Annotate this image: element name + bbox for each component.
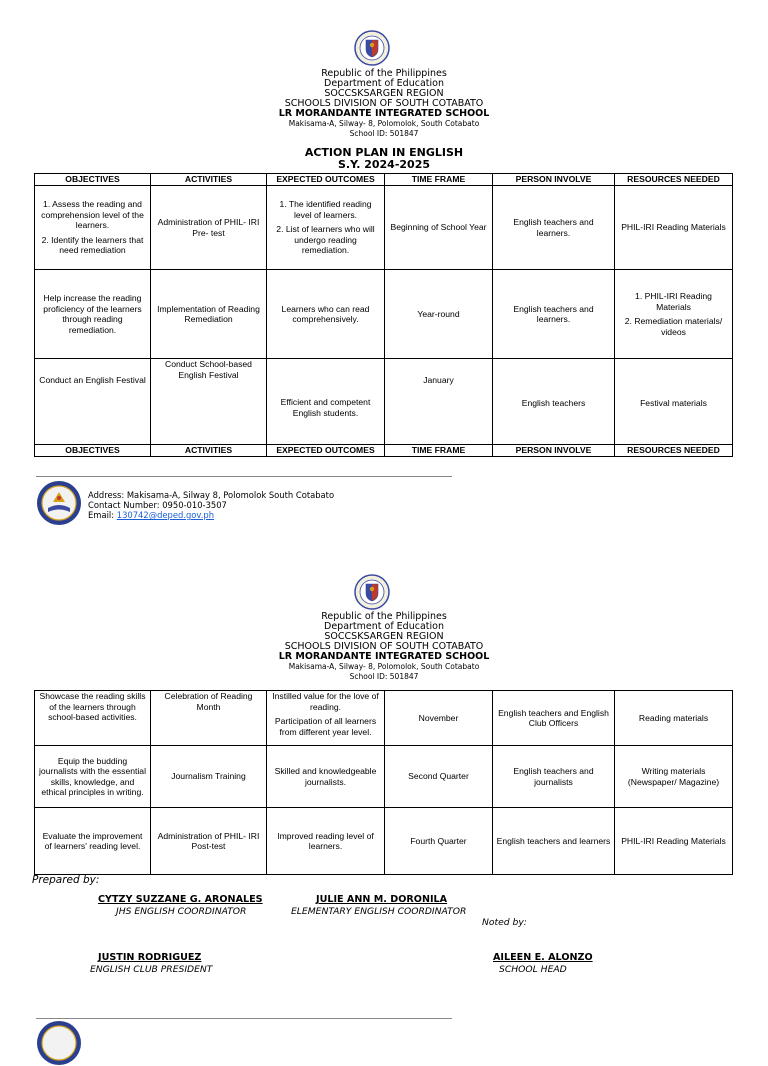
- cell-text: Showcase the reading skills of the learners through school-based activities.: [39, 691, 146, 722]
- table-row: [35, 359, 733, 445]
- letterhead-line: Department of Education: [324, 621, 444, 632]
- time-frame-cell: [385, 808, 493, 875]
- resources-needed-cell: [615, 359, 733, 445]
- objectives-cell: [35, 746, 151, 808]
- header-resources-needed: RESOURCES NEEDED: [615, 174, 733, 186]
- expected-outcomes-cell: [267, 359, 385, 445]
- header-time-frame: TIME FRAME: [385, 174, 493, 186]
- header-objectives: OBJECTIVES: [35, 445, 151, 457]
- header-resources-needed: RESOURCES NEEDED: [615, 445, 733, 457]
- page2-footer-divider: [36, 1018, 452, 1019]
- footer-email-line: [88, 510, 334, 520]
- school-id: School ID: 501847: [349, 129, 419, 138]
- table-row: [35, 270, 733, 359]
- cell-text: English teachers and learners.: [513, 217, 594, 238]
- table-row: [35, 808, 733, 875]
- footer-contact-info: [88, 490, 334, 520]
- header-activities: ACTIVITIES: [151, 174, 267, 186]
- time-frame-cell: [385, 186, 493, 270]
- school-address: Makisama-A, Silway- 8, Polomolok, South Cotabato: [288, 119, 480, 128]
- cell-text: Writing materials (Newspaper/ Magazine): [627, 766, 720, 787]
- letterhead-line: SOCCSKSARGEN REGION: [324, 88, 444, 99]
- person-involve-cell: [493, 270, 615, 359]
- time-frame-cell: [385, 270, 493, 359]
- school-head-name: AILEEN E. ALONZO: [493, 952, 593, 963]
- table-row: [35, 746, 733, 808]
- cell-text: English teachers and learners.: [513, 303, 594, 324]
- action-plan-table-page2: [34, 690, 733, 875]
- activities-cell: [151, 808, 267, 875]
- expected-outcomes-cell: [267, 808, 385, 875]
- person-involve-cell: [493, 808, 615, 875]
- cell-text: English teachers: [521, 397, 586, 408]
- objectives-cell: [35, 359, 151, 445]
- prepared-by-label: Prepared by:: [32, 874, 100, 886]
- cell-text: January: [423, 375, 454, 385]
- cell-text: PHIL-IRI Reading Materials: [621, 835, 726, 846]
- cell-text: Implementation of Reading Remediation: [157, 303, 260, 324]
- header-person-involve: PERSON INVOLVE: [493, 445, 615, 457]
- letterhead-line: SCHOOLS DIVISION OF SOUTH COTABATO: [284, 98, 484, 109]
- header-objectives: OBJECTIVES: [35, 174, 151, 186]
- expected-outcomes-cell: [267, 691, 385, 746]
- table-row: [35, 186, 733, 270]
- header-activities: ACTIVITIES: [151, 445, 267, 457]
- letterhead-page2: [0, 612, 768, 682]
- cell-text: Help increase the reading proficiency of the learners through reading remediation.: [43, 293, 142, 335]
- cell-text: Equip the budding journalists with the essential skills, knowledge, and ethical principles in writing.: [39, 755, 146, 797]
- activities-cell: [151, 691, 267, 746]
- header-expected-outcomes: EXPECTED OUTCOMES: [267, 174, 385, 186]
- title-line2: S.Y. 2024-2025: [337, 158, 431, 171]
- deped-seal-icon: [354, 574, 390, 610]
- document-title: [0, 147, 768, 171]
- activities-cell: [151, 359, 267, 445]
- club-president-name: JUSTIN RODRIGUEZ: [98, 952, 202, 963]
- cell-text: Conduct School-based English Festival: [165, 359, 252, 380]
- cell-text: Efficient and competent English students.: [280, 397, 371, 418]
- time-frame-cell: [385, 359, 493, 445]
- resources-needed-cell: [615, 270, 733, 359]
- cell-text: Journalism Training: [171, 771, 246, 782]
- letterhead-line: Republic of the Philippines: [321, 68, 447, 79]
- cell-text: Improved reading level of learners.: [277, 830, 374, 851]
- header-time-frame: TIME FRAME: [385, 445, 493, 457]
- title-line1: ACTION PLAN IN ENGLISH: [304, 146, 464, 159]
- cell-text: Fourth Quarter: [410, 835, 467, 846]
- cell-text: Administration of PHIL- IRI Pre- test: [157, 217, 260, 238]
- objectives-cell: [35, 691, 151, 746]
- activities-cell: [151, 270, 267, 359]
- cell-text: November: [418, 712, 459, 723]
- cell-text: Skilled and knowledgeable journalists.: [274, 766, 377, 787]
- noted-by-label: Noted by:: [482, 917, 527, 928]
- cell-text: 2. List of learners who will undergo reading remediation.: [276, 224, 375, 256]
- resources-needed-cell: [615, 186, 733, 270]
- cell-text: English teachers and English Club Officers: [498, 707, 609, 728]
- objectives-cell: [35, 186, 151, 270]
- footer-address: Address: Makisama-A, Silway 8, Polomolok South Cotabato: [88, 490, 335, 500]
- footer-email-label: Email:: [88, 510, 117, 520]
- cell-text: English teachers and journalists: [513, 766, 594, 787]
- cell-text: 1. The identified reading level of learners.: [279, 199, 372, 220]
- footer-divider: [36, 476, 452, 477]
- cell-text: Festival materials: [640, 397, 707, 408]
- person-involve-cell: [493, 746, 615, 808]
- school-head-position: SCHOOL HEAD: [499, 964, 567, 975]
- school-logo-icon: [36, 1020, 82, 1066]
- school-logo-icon: [36, 480, 82, 526]
- school-name: LR MORANDANTE INTEGRATED SCHOOL: [278, 108, 490, 119]
- time-frame-cell: [385, 691, 493, 746]
- cell-text: Participation of all learners from different year level.: [274, 716, 377, 737]
- deped-seal-icon: [354, 30, 390, 66]
- jhs-coordinator-name: CYTZY SUZZANE G. ARONALES: [98, 894, 263, 905]
- letterhead-line: SCHOOLS DIVISION OF SOUTH COTABATO: [284, 641, 484, 652]
- cell-text: 2. Remediation materials/ videos: [624, 316, 723, 337]
- table-row: [35, 691, 733, 746]
- activities-cell: [151, 746, 267, 808]
- cell-text: Year-round: [417, 308, 460, 319]
- club-president-position: ENGLISH CLUB PRESIDENT: [90, 964, 213, 975]
- expected-outcomes-cell: [267, 746, 385, 808]
- objectives-cell: [35, 270, 151, 359]
- footer-email-link[interactable]: 130742@deped.gov.ph: [116, 510, 215, 520]
- cell-text: Evaluate the improvement of learners' reading level.: [42, 830, 143, 851]
- resources-needed-cell: [615, 691, 733, 746]
- person-involve-cell: [493, 359, 615, 445]
- cell-text: Instilled value for the love of reading.: [272, 691, 379, 712]
- elementary-coordinator-name: JULIE ANN M. DORONILA: [316, 894, 448, 905]
- cell-text: 1. Assess the reading and comprehension level of the learners.: [41, 199, 144, 231]
- expected-outcomes-cell: [267, 270, 385, 359]
- cell-text: English teachers and learners: [496, 835, 611, 846]
- school-address: Makisama-A, Silway- 8, Polomolok, South Cotabato: [288, 662, 480, 671]
- cell-text: 1. PHIL-IRI Reading Materials: [635, 291, 712, 312]
- header-person-involve: PERSON INVOLVE: [493, 174, 615, 186]
- resources-needed-cell: [615, 746, 733, 808]
- cell-text: Reading materials: [638, 712, 709, 723]
- letterhead-page1: [0, 69, 768, 139]
- cell-text: Conduct an English Festival: [39, 375, 146, 385]
- table-footer-row: [35, 445, 733, 457]
- school-name: LR MORANDANTE INTEGRATED SCHOOL: [278, 651, 490, 662]
- cell-text: Celebration of Reading Month: [164, 691, 253, 712]
- cell-text: Learners who can read comprehensively.: [281, 303, 370, 324]
- footer-contact: Contact Number: 0950-010-3507: [88, 500, 227, 510]
- action-plan-table-page1: [34, 173, 733, 457]
- cell-text: PHIL-IRI Reading Materials: [621, 222, 726, 233]
- objectives-cell: [35, 808, 151, 875]
- cell-text: Administration of PHIL- IRI Post-test: [157, 830, 260, 851]
- school-id: School ID: 501847: [349, 672, 419, 681]
- time-frame-cell: [385, 746, 493, 808]
- table-header-row: [35, 174, 733, 186]
- expected-outcomes-cell: [267, 186, 385, 270]
- cell-text: 2. Identify the learners that need remediation: [41, 234, 144, 256]
- resources-needed-cell: [615, 808, 733, 875]
- elementary-coordinator-position: ELEMENTARY ENGLISH COORDINATOR: [291, 906, 467, 917]
- letterhead-line: Department of Education: [324, 78, 444, 89]
- cell-text: Second Quarter: [408, 771, 469, 782]
- person-involve-cell: [493, 186, 615, 270]
- header-expected-outcomes: EXPECTED OUTCOMES: [267, 445, 385, 457]
- letterhead-line: SOCCSKSARGEN REGION: [324, 631, 444, 642]
- cell-text: Beginning of School Year: [390, 222, 487, 233]
- page1-footer: [36, 476, 456, 532]
- letterhead-line: Republic of the Philippines: [321, 611, 447, 622]
- person-involve-cell: [493, 691, 615, 746]
- activities-cell: [151, 186, 267, 270]
- jhs-coordinator-position: JHS ENGLISH COORDINATOR: [116, 906, 247, 917]
